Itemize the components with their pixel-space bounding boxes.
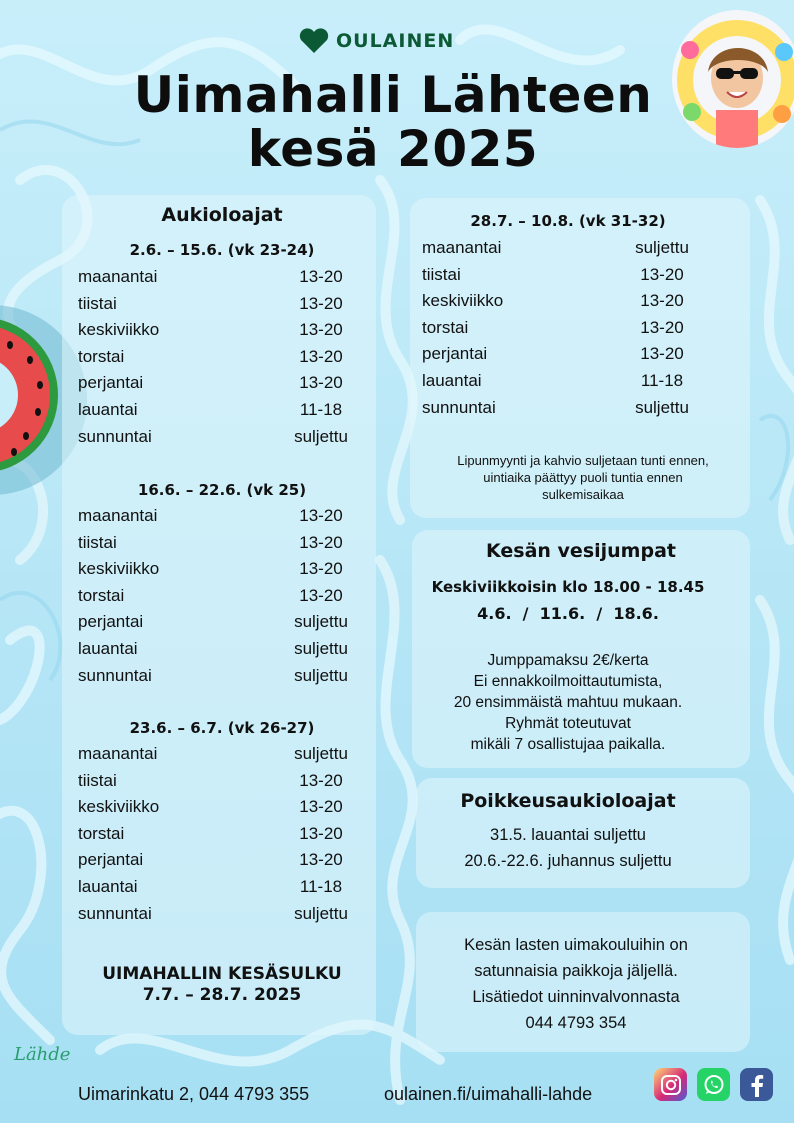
hours-row — [78, 847, 368, 874]
opening-hours: 13-20 — [640, 317, 684, 337]
hours-row — [78, 583, 368, 610]
opening-hours: suljettu — [294, 903, 348, 923]
exceptions-heading: Poikkeusaukioloajat — [460, 790, 676, 812]
day-name: keskiviikko — [422, 291, 504, 311]
hours-row — [78, 424, 368, 451]
opening-hours: 13-20 — [299, 320, 343, 340]
swimschool-info: Kesän lasten uimakouluihin on satunnaisia paikkoja jäljellä. Lisätiedot uinninvalvonnasta 044 4793 354 — [464, 936, 688, 1032]
opening-hours: 13-20 — [299, 823, 343, 843]
day-name: torstai — [78, 585, 125, 605]
day-name: torstai — [422, 317, 469, 337]
hours-table — [78, 741, 368, 927]
hours-row — [422, 368, 712, 395]
day-name: keskiviikko — [78, 559, 160, 579]
aquagym-dates: 4.6. / 11.6. / 18.6. — [477, 604, 659, 623]
day-name: maanantai — [78, 744, 158, 763]
hours-row — [78, 556, 368, 583]
opening-hours: 13-20 — [299, 267, 343, 286]
day-name: lauantai — [78, 876, 138, 896]
period-label: 16.6. – 22.6. (vk 25) — [137, 481, 307, 499]
opening-hours: suljettu — [635, 397, 689, 417]
opening-hours: suljettu — [294, 665, 348, 685]
opening-hours: 13-20 — [299, 585, 343, 605]
hours-row — [422, 395, 712, 422]
hours-row — [78, 901, 368, 928]
opening-hours: 13-20 — [299, 506, 343, 525]
day-name: maanantai — [78, 506, 158, 525]
opening-hours: 13-20 — [640, 264, 684, 284]
hours-row — [78, 663, 368, 690]
day-name: perjantai — [78, 373, 144, 393]
lahde-logo: Lähde — [14, 1044, 71, 1065]
hours-row — [78, 344, 368, 371]
period-label: 28.7. – 10.8. (vk 31-32) — [470, 212, 666, 230]
facebook-icon[interactable] — [740, 1068, 773, 1101]
exceptions-list: 31.5. lauantai suljettu 20.6.-22.6. juhannus suljettu — [464, 826, 672, 870]
day-name: sunnuntai — [78, 426, 152, 446]
aquagym-time: Keskiviikkoisin klo 18.00 - 18.45 — [431, 578, 705, 596]
page-title: Uimahalli Lähteen kesä 2025 — [133, 66, 653, 178]
day-name: perjantai — [78, 612, 144, 632]
day-name: torstai — [78, 346, 125, 366]
day-name: tiistai — [78, 532, 117, 552]
opening-hours: 13-20 — [299, 559, 343, 579]
opening-hours: suljettu — [294, 638, 348, 658]
footer-website[interactable]: oulainen.fi/uimahalli-lahde — [384, 1084, 593, 1104]
day-name: torstai — [78, 823, 125, 843]
instagram-icon[interactable] — [654, 1068, 687, 1101]
hours-row — [78, 397, 368, 424]
hours-row — [78, 636, 368, 663]
opening-hours: suljettu — [294, 426, 348, 446]
opening-hours: 13-20 — [299, 797, 343, 817]
period-label: 2.6. – 15.6. (vk 23-24) — [129, 241, 315, 259]
brand-logo — [298, 27, 454, 55]
day-name: keskiviikko — [78, 797, 160, 817]
opening-hours: 13-20 — [299, 373, 343, 393]
hours-row — [78, 768, 368, 795]
hours-row — [422, 262, 712, 289]
hours-row — [78, 794, 368, 821]
day-name: maanantai — [78, 267, 158, 286]
aquagym-heading: Kesän vesijumpat — [486, 540, 676, 562]
opening-hours: 13-20 — [640, 291, 684, 311]
hours-row — [78, 291, 368, 318]
footer-address: Uimarinkatu 2, 044 4793 355 — [78, 1084, 310, 1104]
day-name: perjantai — [78, 850, 144, 870]
day-name: keskiviikko — [78, 320, 160, 340]
hours-row — [78, 874, 368, 901]
day-name: lauantai — [78, 399, 138, 419]
hours-note: Lipunmyynti ja kahvio suljetaan tunti ennen, uintiaika päättyy puoli tuntia ennen sulkemisaikaa — [457, 453, 709, 502]
opening-hours: 13-20 — [299, 293, 343, 313]
brand-name: OULAINEN — [336, 30, 455, 52]
opening-hours: 13-20 — [299, 346, 343, 366]
opening-hours: 11-18 — [299, 399, 343, 419]
day-name: tiistai — [78, 770, 117, 790]
hours-row — [78, 741, 368, 768]
opening-hours: 13-20 — [299, 850, 343, 870]
hours-table — [422, 235, 712, 421]
hours-row — [78, 317, 368, 344]
hours-heading: Aukioloajat — [161, 204, 283, 226]
aquagym-details: Jumppamaksu 2€/kerta Ei ennakkoilmoittautumista, 20 ensimmäistä mahtuu mukaan. Ryhmät toteutuvat mikäli 7 osallistujaa paikalla. — [453, 652, 683, 753]
day-name: perjantai — [422, 344, 488, 364]
hours-row — [422, 288, 712, 315]
opening-hours: 11-18 — [640, 370, 684, 390]
day-name: tiistai — [78, 293, 117, 313]
opening-hours: suljettu — [635, 238, 689, 257]
hours-row — [422, 235, 712, 262]
opening-hours: 13-20 — [299, 532, 343, 552]
day-name: lauantai — [78, 638, 138, 658]
opening-hours: 13-20 — [299, 770, 343, 790]
hours-row — [78, 609, 368, 636]
day-name: lauantai — [422, 370, 482, 390]
hours-row — [422, 315, 712, 342]
hours-row — [78, 530, 368, 557]
heart-icon — [298, 28, 330, 54]
hours-table — [78, 503, 368, 689]
opening-hours: suljettu — [294, 612, 348, 632]
hours-row — [422, 341, 712, 368]
hours-row — [78, 503, 368, 530]
hours-row — [78, 821, 368, 848]
opening-hours: suljettu — [294, 744, 348, 763]
day-name: sunnuntai — [78, 903, 152, 923]
period-label: 23.6. – 6.7. (vk 26-27) — [129, 719, 315, 737]
whatsapp-icon[interactable] — [697, 1068, 730, 1101]
hours-table — [78, 264, 368, 450]
day-name: sunnuntai — [422, 397, 496, 417]
opening-hours: 13-20 — [640, 344, 684, 364]
hours-row — [78, 264, 368, 291]
day-name: sunnuntai — [78, 665, 152, 685]
summer-closure: UIMAHALLIN KESÄSULKU 7.7. – 28.7. 2025 — [102, 964, 342, 1005]
day-name: tiistai — [422, 264, 461, 284]
hours-row — [78, 370, 368, 397]
day-name: maanantai — [422, 238, 502, 257]
opening-hours: 11-18 — [299, 876, 343, 896]
